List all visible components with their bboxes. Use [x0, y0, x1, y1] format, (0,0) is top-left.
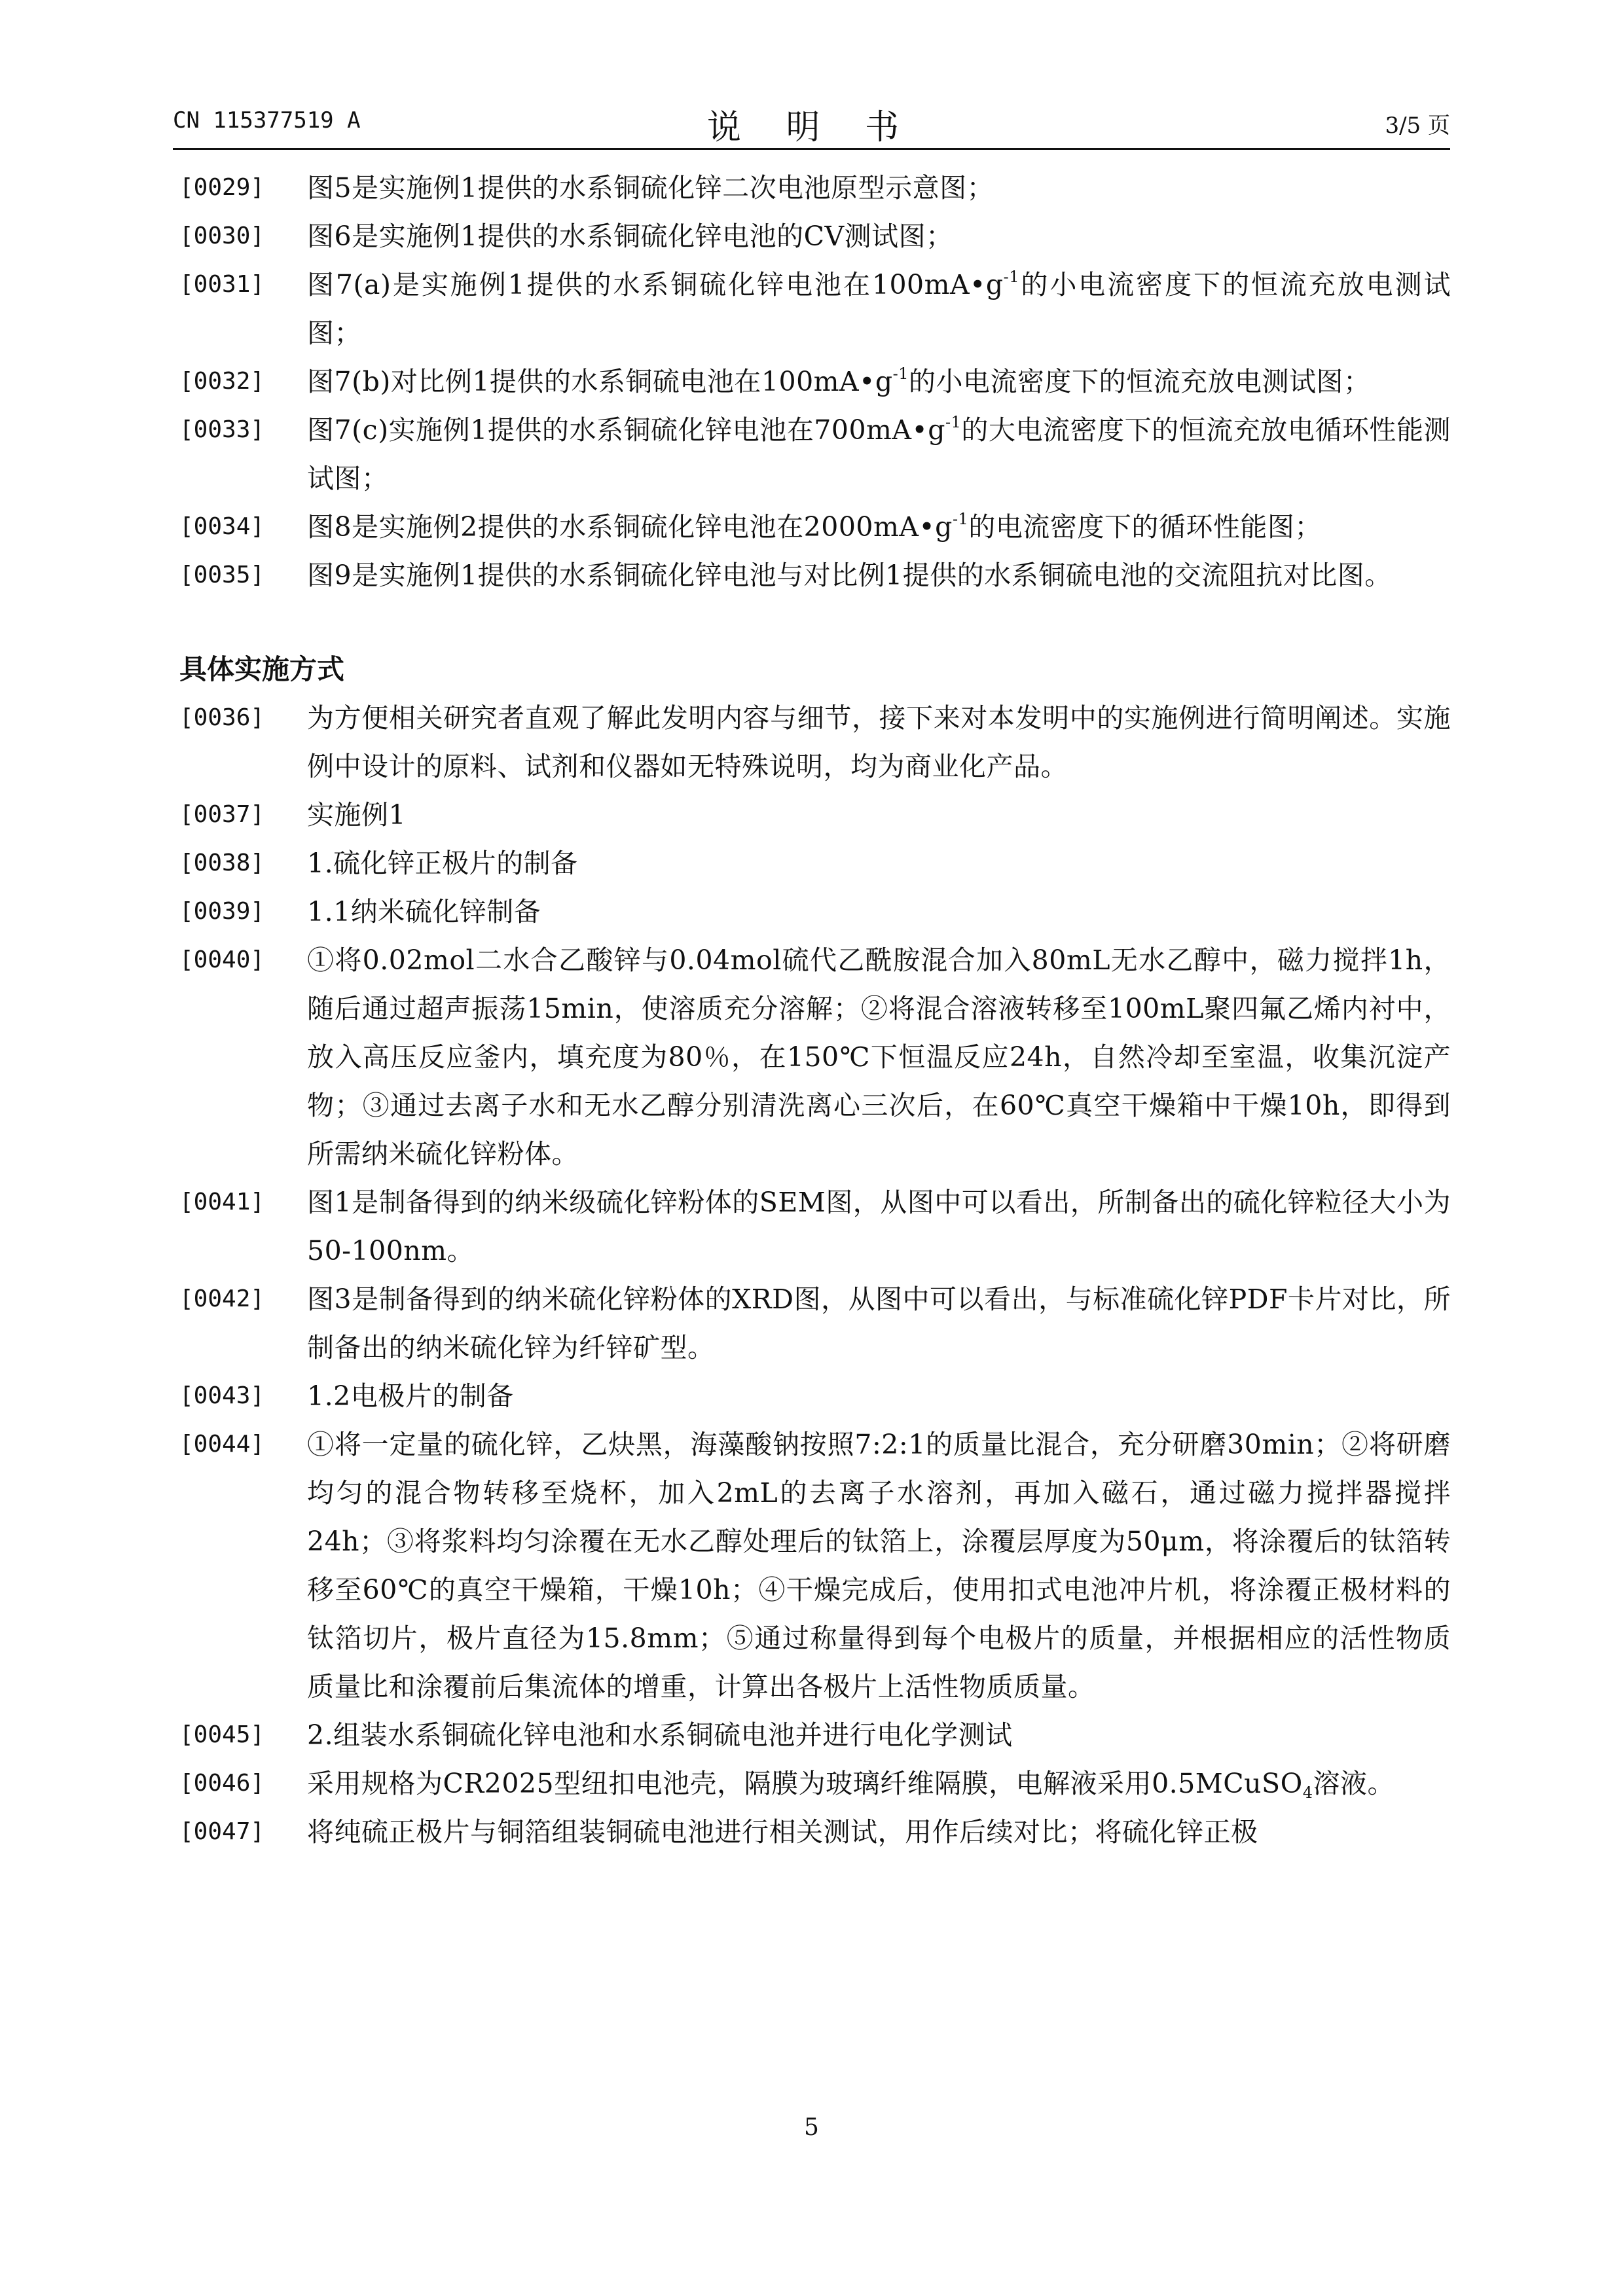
paragraph	[173, 1759, 1451, 1808]
text-segment: 1.1纳米硫化锌制备	[307, 896, 541, 927]
text-segment: 为方便相关研究者直观了解此发明内容与细节，接下来对本发明中的实施例进行简明阐述。实施例中设计的原料、试剂和仪器如无特殊说明，均为商业化产品。	[307, 702, 1451, 782]
paragraph-number: [0029]	[179, 174, 265, 201]
paragraph-number: [0043]	[179, 1382, 265, 1409]
paragraph-text	[307, 551, 1451, 600]
text-segment: 实施例1	[307, 799, 407, 831]
text-segment: 图7(b)对比例1提供的水系铜硫电池在100mA•g	[307, 366, 893, 397]
text-segment: 溶液。	[1313, 1768, 1395, 1799]
paragraph-number: [0031]	[179, 271, 265, 298]
paragraph-number: [0040]	[179, 946, 265, 973]
superscript: -1	[945, 413, 962, 431]
text-segment: 的小电流密度下的恒流充放电测试图；	[307, 269, 1451, 349]
document-body	[173, 164, 1451, 1856]
superscript: -1	[892, 365, 909, 383]
paragraph-number: [0033]	[179, 416, 265, 443]
paragraph-number: [0032]	[179, 368, 265, 395]
paragraph-number: [0046]	[179, 1770, 265, 1797]
text-segment: 图7(c)实施例1提供的水系铜硫化锌电池在700mA•g	[307, 414, 945, 446]
text-segment: 1.2电极片的制备	[307, 1380, 514, 1412]
paragraph	[173, 1711, 1451, 1759]
paragraph-text	[307, 357, 1451, 406]
paragraph-number: [0039]	[179, 898, 265, 925]
paragraph	[173, 1420, 1451, 1711]
superscript: -1	[1003, 268, 1019, 286]
paragraph-number: [0047]	[179, 1818, 265, 1845]
subscript: 4	[1302, 1784, 1313, 1802]
superscript: -1	[952, 510, 969, 528]
paragraph	[173, 888, 1451, 936]
text-segment: 采用规格为CR2025型纽扣电池壳，隔膜为玻璃纤维隔膜，电解液采用0.5MCuSO	[307, 1768, 1303, 1799]
paragraph	[173, 406, 1451, 503]
figure-descriptions	[173, 164, 1451, 600]
patent-number: CN 115377519 A	[173, 107, 361, 134]
paragraph	[173, 164, 1451, 212]
paragraph-text	[307, 888, 1451, 936]
paragraph-number: [0035]	[179, 562, 265, 588]
text-segment: 将纯硫正极片与铜箔组装铜硫电池进行相关测试，用作后续对比；将硫化锌正极	[307, 1816, 1258, 1848]
paragraph	[173, 260, 1451, 357]
text-segment: 图9是实施例1提供的水系铜硫化锌电池与对比例1提供的水系铜硫电池的交流阻抗对比图。	[307, 560, 1392, 591]
paragraph-text	[307, 164, 1451, 212]
text-segment: 图8是实施例2提供的水系铜硫化锌电池在2000mA•g	[307, 511, 953, 543]
paragraph-number: [0034]	[179, 513, 265, 540]
page-header	[173, 99, 1450, 145]
text-segment: 的小电流密度下的恒流充放电测试图；	[908, 366, 1371, 397]
text-segment: 1.硫化锌正极片的制备	[307, 848, 578, 879]
paragraph-text	[307, 1420, 1451, 1711]
paragraph-number: [0041]	[179, 1189, 265, 1215]
paragraph	[173, 1808, 1451, 1856]
page-number: 5	[804, 2114, 819, 2141]
paragraph	[173, 503, 1451, 551]
paragraph-text	[307, 406, 1451, 503]
paragraph-text	[307, 1372, 1451, 1420]
text-segment: 图1是制备得到的纳米级硫化锌粉体的SEM图，从图中可以看出，所制备出的硫化锌粒径大小为50-100nm。	[307, 1187, 1451, 1266]
paragraph-text	[307, 1275, 1451, 1372]
paragraph	[173, 551, 1451, 600]
text-segment: 的电流密度下的循环性能图；	[968, 511, 1322, 543]
paragraph	[173, 936, 1451, 1178]
paragraph-number: [0038]	[179, 850, 265, 876]
paragraph	[173, 212, 1451, 260]
text-segment: 图5是实施例1提供的水系铜硫化锌二次电池原型示意图；	[307, 172, 994, 204]
paragraph-text	[307, 1711, 1451, 1759]
paragraph-text	[307, 839, 1451, 888]
paragraph-text	[307, 936, 1451, 1178]
paragraph	[173, 791, 1451, 839]
paragraph	[173, 357, 1451, 406]
document-title: 说 明 书	[706, 108, 917, 147]
section-title: 具体实施方式	[179, 653, 345, 685]
embodiment-paragraphs	[173, 694, 1451, 1856]
text-segment: 图6是实施例1提供的水系铜硫化锌电池的CV测试图；	[307, 221, 953, 252]
paragraph-text	[307, 1759, 1451, 1808]
paragraph-number: [0036]	[179, 704, 265, 731]
paragraph	[173, 694, 1451, 791]
text-segment: ①将一定量的硫化锌，乙炔黑，海藻酸钠按照7:2:1的质量比混合，充分研磨30min；②将研磨均匀的混合物转移至烧杯，加入2mL的去离子水溶剂，再加入磁石，通过磁力搅拌器搅拌24h；③将浆料均匀涂覆在无水乙醇处理后的钛箔上，涂覆层厚度为50μm，将涂覆后的钛箔转移至60℃的真空干燥箱，干燥10h；④干燥完成后，使用扣式电池冲片机，将涂覆正极材料的钛箔切片，极片直径为15.8mm；⑤通过称量得到每个电极片的质量，并根据相应的活性物质质量比和涂覆前后集流体的增重，计算出各极片上活性物质质量。	[307, 1429, 1451, 1702]
text-segment: 2.组装水系铜硫化锌电池和水系铜硫电池并进行电化学测试	[307, 1719, 1013, 1751]
paragraph-number: [0042]	[179, 1285, 265, 1312]
paragraph	[173, 1178, 1451, 1275]
paragraph-text	[307, 260, 1451, 357]
paragraph-number: [0030]	[179, 223, 265, 249]
paragraph-text	[307, 1178, 1451, 1275]
paragraph-text	[307, 791, 1451, 839]
page-indicator: 3/5 页	[1385, 113, 1450, 139]
paragraph	[173, 839, 1451, 888]
paragraph-number: [0045]	[179, 1721, 265, 1748]
paragraph	[173, 1372, 1451, 1420]
paragraph-number: [0037]	[179, 801, 265, 828]
header-rule	[173, 148, 1450, 150]
paragraph	[173, 1275, 1451, 1372]
text-segment: ①将0.02mol二水合乙酸锌与0.04mol硫代乙酰胺混合加入80mL无水乙醇中，磁力搅拌1h，随后通过超声振荡15min，使溶质充分溶解；②将混合溶液转移至100mL聚四氟乙烯内衬中，放入高压反应釜内，填充度为80％，在150℃下恒温反应24h，自然冷却至室温，收集沉淀产物；③通过去离子水和无水乙醇分别清洗离心三次后，在60℃真空干燥箱中干燥10h，即得到所需纳米硫化锌粉体。	[307, 944, 1451, 1170]
paragraph-text	[307, 212, 1451, 260]
paragraph-number: [0044]	[179, 1431, 265, 1458]
paragraph-text	[307, 1808, 1451, 1856]
paragraph-text	[307, 503, 1451, 551]
text-segment: 的大电流密度下的恒流充放电循环性能测试图；	[307, 414, 1451, 494]
paragraph-text	[307, 694, 1451, 791]
text-segment: 图7(a)是实施例1提供的水系铜硫化锌电池在100mA•g	[307, 269, 1004, 300]
text-segment: 图3是制备得到的纳米硫化锌粉体的XRD图，从图中可以看出，与标准硫化锌PDF卡片对比，所制备出的纳米硫化锌为纤锌矿型。	[307, 1283, 1451, 1363]
